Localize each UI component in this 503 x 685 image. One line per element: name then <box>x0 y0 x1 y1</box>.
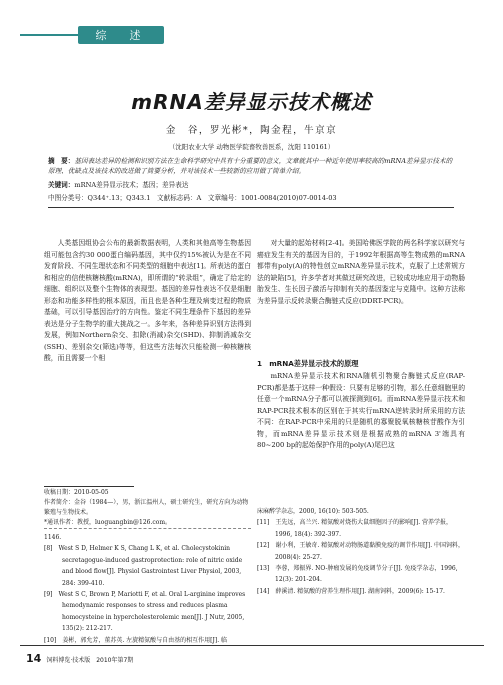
authors: 金 谷，罗光彬*，陶金程，牛京京 <box>165 125 338 136</box>
journal-name: 饲料博览·技术版 2010年第7期 <box>46 657 134 664</box>
footnote-author: 作者简介：金谷（1984—），男，浙江温州人，硕士研究生，研究方向为动物繁殖与生物技术。 <box>44 499 249 516</box>
header-rule <box>48 207 454 208</box>
reference-item: [12] 谢小利，王敏奇. 精氨酸对动物肠道黏膜免疫的调节作用[J]. 中国饲料，2008(4): 25-27. <box>257 542 465 561</box>
reference-item: [11] 王先远，高兰兴. 精氨酸对烧伤大鼠细胞因子的影响[J]. 营养学报，1996, 18(4): 392-397. <box>257 519 453 538</box>
footnote-received: 收稿日期：2010-05-05 <box>44 489 109 496</box>
reference-item: [10] 姜彬，郭允芳，董苏英. 左旋精氨酸与自由基的相互作用[J]. 临 <box>44 636 228 644</box>
abstract <box>48 156 454 177</box>
abstract-text: 基因表达差异的检测和识别方法在生命科学研究中具有十分重要的意义，文章就其中一种近年使用率较高的mRNA差异显示技术的原理、优缺点及该技术的改进做了简要分析，并对该技术一些较新的应用做了简单介绍。 <box>48 157 453 176</box>
classification: 中图分类号：Q344⁺.13；Q343.1 文献标志码：A 文章编号：1001-0084(2010)07-0014-03 <box>48 194 337 202</box>
footnote <box>44 488 251 528</box>
footnote-divider <box>44 528 251 529</box>
reference-item: 1146. <box>44 534 62 541</box>
abstract-label: 摘 要： <box>48 157 75 165</box>
section-tag-line <box>20 34 78 36</box>
right-column-top: 对大量的起始材料[2-4]。美国哈佛医学院的两名科学家以研究与癌症发生有关的基因为目的，于1992年根据高等生物成熟的mRNA都带有poly(A)的特性创立mRNA差异显示技术，克服了上述常规方法的缺陷[5]，许多学者对其做过研究改进，已较成功地应用于动物肠胎发生、生长因子激活与抑制有关的基因鉴定与克隆中。这种方法称为差异显示反转录聚合酶链式反应(DDRT-PCR)。 <box>257 239 465 305</box>
left-column-text: 人类基因组协会公布的最新数据表明，人类和其他高等生物基因组可能包含约30 000蛋白编码基因，其中仅约15%被认为是在不同发育阶段、不同生理状态和不同类型的细胞中表达[1]。所表达的蛋白和相应的信使核糖核酸(mRNA)，即所谓的“转录组”，确定了给定的细胞、组织以及整个生物体的表现型。基因的差异性表达不仅是细胞形态和功能多样性的根本原因，而且也是各种生理及病变过程的物质基础，可以引导基因治疗的方向性。鉴定不同生理条件下基因的差异表达是分子生物学的重大挑战之一。多年来，各种差异识别方法得到发展，例如Northern杂交、扣除(消减)杂交(SHD)、抑制消减杂交(SSH)、差别杂交(筛选)等等，但这些方法每次只能检测一种核糖核酸，而且需要一个相 <box>44 239 251 363</box>
section-heading: 1 mRNA差异显示技术的原理 <box>257 359 359 368</box>
reference-item: [9] West S C, Brown P, Mariotti F, et al. Oral L-arginine improves hemodynamic responses to stress and reduces plasma homocysteine in hypercholesterolemic men[J]. J Nutr, 2005, 135(2): 212-217. <box>44 591 246 633</box>
footnote-corresponding: *通讯作者：教授，luoguangbin@126.com。 <box>44 519 172 526</box>
keywords-label: 关键词： <box>48 181 75 189</box>
references-right <box>257 506 465 597</box>
page-number: 14 <box>26 652 42 665</box>
reference-item: [8] West S D, Helmer K S, Chang L K, et al. Cholecystokinin secretagogue-induced gastroprotection: role of nitric oxide and blood flow[J]. Physiol Gastrointest Liver Physiol, 2003, 284: 399-410. <box>44 545 243 587</box>
paper-title: mRNA差异显示技术概述 <box>131 90 372 114</box>
reference-item: [14] 薛溪清. 精氨酸的营养生理作用[J]. 湖南饲料，2009(6): 15-17. <box>257 587 445 595</box>
reference-item: [13] 李蓉，郑振界. NO-肿瘤发展的免疫调节分子[J]. 免疫学杂志，1996, 12(3): 201-204. <box>257 565 458 584</box>
references-left <box>44 532 251 646</box>
keywords-text: mRNA差异显示技术；基因；差异表达 <box>74 181 189 189</box>
section-tag: 综 述 <box>78 26 164 44</box>
right-column-body: mRNA差异显示技术和RNA随机引物聚合酶链式反应(RAP-PCR)都是基于这样一种假设：只要有足够的引物，那么任意细胞里的任意一个mRNA分子都可以被探测到[6]。而mRNA差异显示技术和RAP-PCR技术根本的区别在于其实行mRNA逆转录时所采用的方法不同：在RAP-PCR中采用的只是随机的寡聚脱氧核糖核苷酸作为引物，而mRNA差异显示技术则是根据成熟的mRNA 3'端具有80~200 bp的起始保护作用的poly(A)尾巴这 <box>257 372 465 450</box>
page-footer <box>26 652 133 665</box>
footnote-rule <box>44 486 134 487</box>
keywords <box>48 180 454 190</box>
reference-item: 床麻醉学杂志，2000, 16(10): 503-505. <box>257 508 369 515</box>
footer-rule <box>20 645 484 646</box>
affiliation: （沈阳农业大学 动物医学院畜牧兽医系，沈阳 110161） <box>168 143 335 151</box>
